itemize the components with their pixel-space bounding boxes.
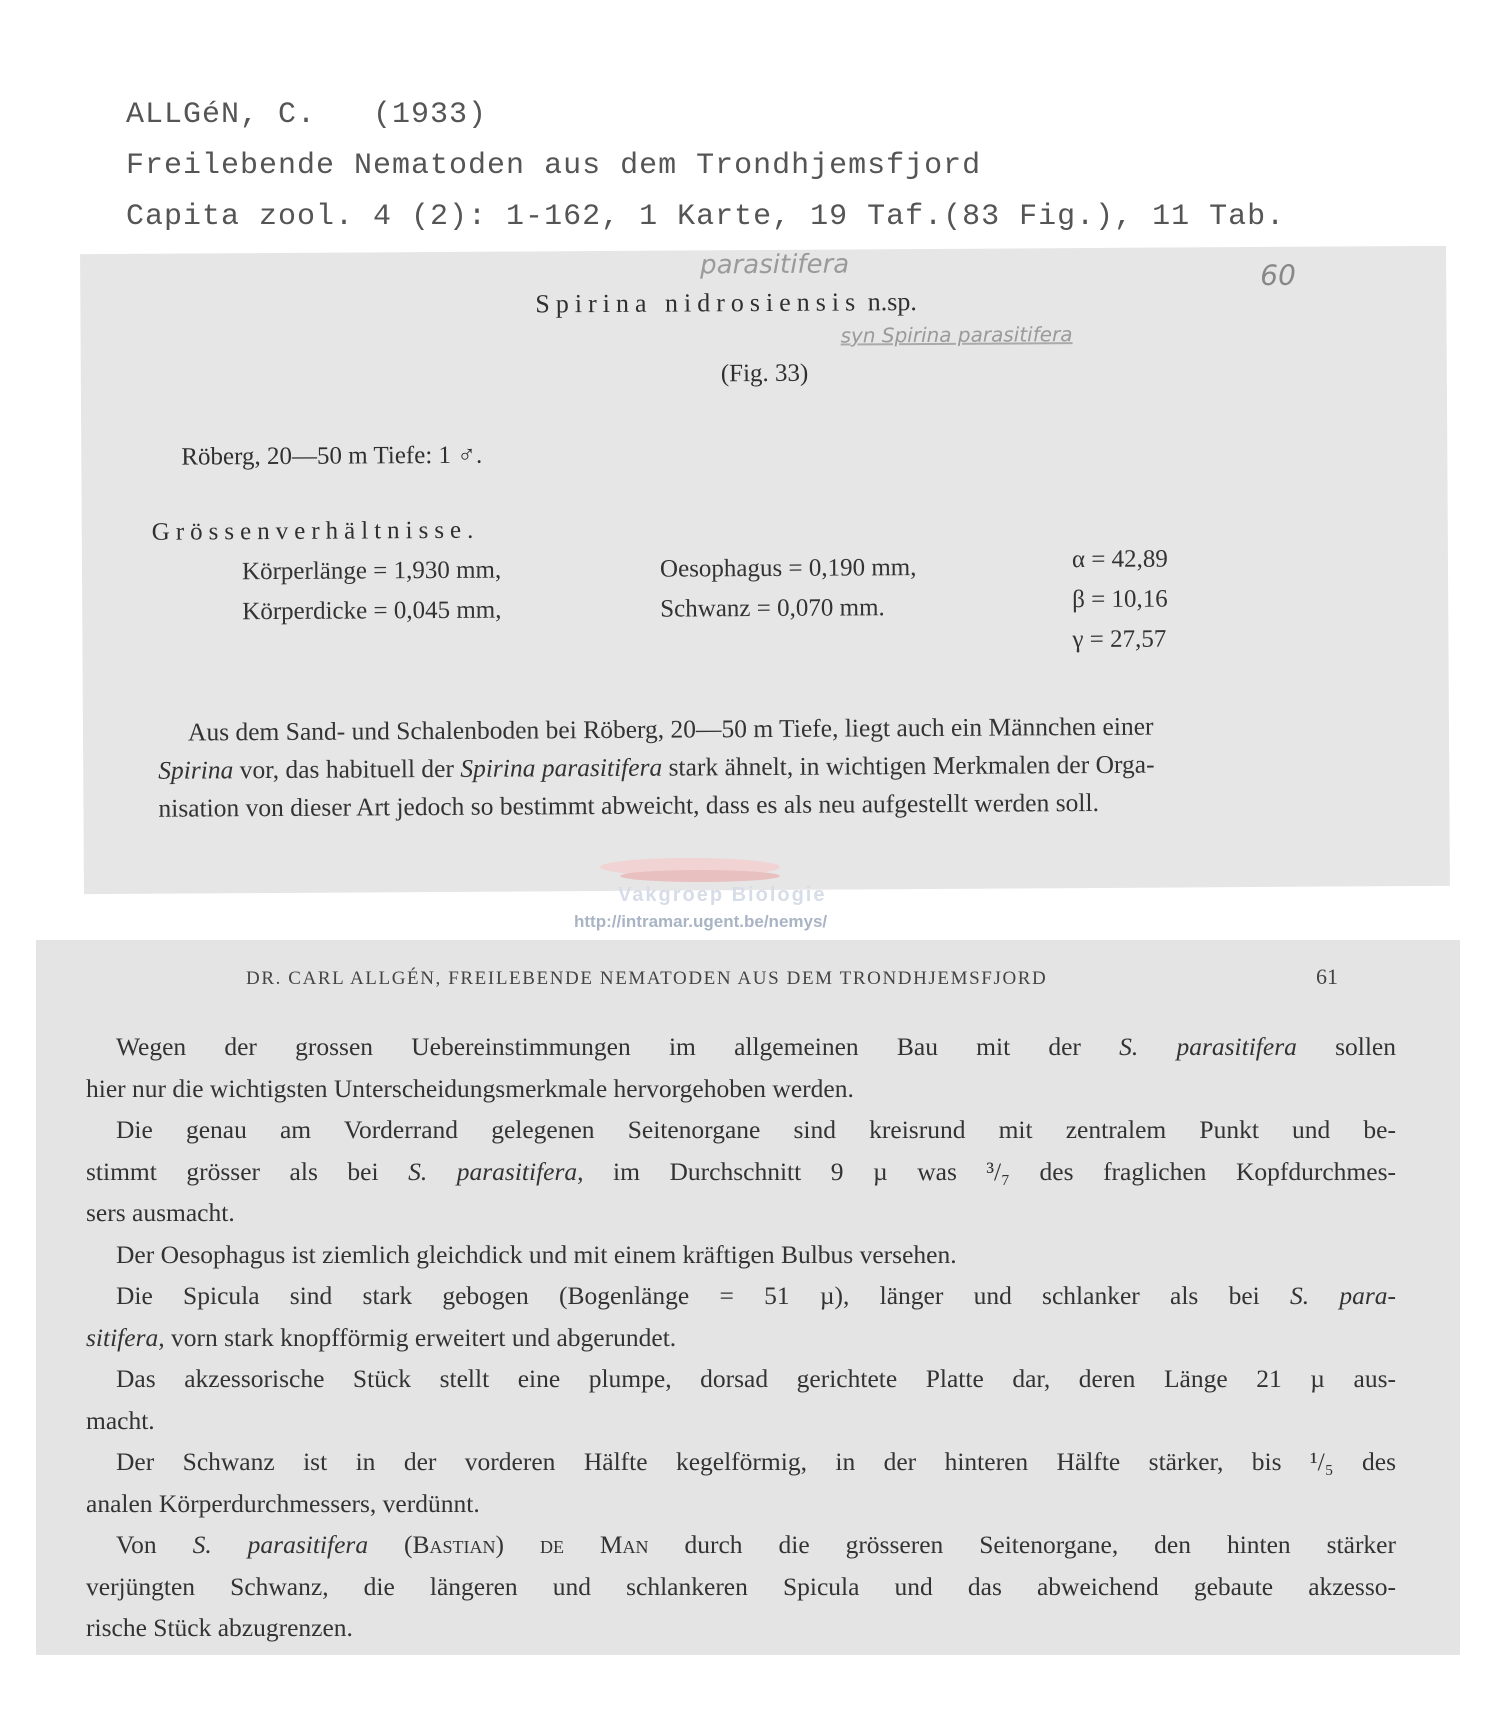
citation-author: ALLGéN, C.	[126, 98, 317, 132]
tail-length: Schwanz = 0,070 mm.	[660, 594, 885, 623]
running-head: DR. CARL ALLGÉN, FREILEBENDE NEMATODEN AUS DEM TRONDHJEMSFJORD	[246, 968, 1048, 989]
body-line: hier nur die wichtigsten Unterscheidungsmerkmale hervorgehoben werden.	[86, 1073, 854, 1103]
species-suffix: n.sp.	[867, 287, 917, 317]
locality: Röberg, 20—50 m Tiefe: 1 ♂.	[181, 441, 483, 471]
watermark-url: http://intramar.ugent.be/nemys/	[574, 912, 828, 931]
section-heading: Grössenverhältnisse.	[151, 516, 480, 546]
ratio-gamma: γ = 27,57	[1072, 625, 1167, 654]
para-line: nisation von dieser Art jedoch so bestimmt abweicht, dass es als neu aufgestellt werden soll.	[158, 787, 1099, 823]
clipping-species-description	[80, 246, 1450, 894]
citation-title: Freilebende Nematoden aus dem Trondhjemsfjord	[126, 149, 982, 183]
species-heading-line	[535, 287, 917, 319]
body-line: stimmt grösser als bei S. parasitifera, im Durchschnitt 9 µ was ³/₇ des fraglichen Kopfdurchmes-	[86, 1156, 1396, 1186]
description-paragraph	[158, 706, 1414, 828]
body-line: Wegen der grossen Uebereinstimmungen im allgemeinen Bau mit der S. parasitifera sollen	[116, 1032, 1397, 1061]
para-line: Spirina vor, das habituell der Spirina parasitifera stark ähnelt, in wichtigen Merkmalen der Orga-	[158, 749, 1155, 785]
handwritten-note-top: parasitifera	[700, 249, 850, 281]
body-line: rische Stück abzugrenzen.	[86, 1613, 353, 1642]
body-length: Körperlänge = 1,930 mm,	[241, 556, 502, 586]
body-line: Der Oesophagus ist ziemlich gleichdick und mit einem kräftigen Bulbus versehen.	[116, 1239, 957, 1269]
clipping-page-61	[36, 940, 1460, 1655]
body-line: verjüngten Schwanz, die längeren und schlankeren Spicula und das abweichend gebaute akzesso-	[86, 1571, 1396, 1601]
watermark-org: Vakgroep Biologie	[618, 884, 827, 906]
body-line: sers ausmacht.	[86, 1198, 235, 1227]
body-line: analen Körperdurchmessers, verdünnt.	[86, 1488, 480, 1518]
body-width: Körperdicke = 0,045 mm,	[242, 596, 502, 626]
figure-reference: (Fig. 33)	[720, 359, 809, 388]
body-line: macht.	[86, 1405, 155, 1435]
body-line: Der Schwanz ist in der vorderen Hälfte kegelförmig, in der hinteren Hälfte stärker, bis ¹/₅ des	[116, 1447, 1396, 1476]
handwritten-page-number: 60	[1260, 258, 1296, 292]
citation-author-line	[126, 98, 487, 132]
oesophagus-length: Oesophagus = 0,190 mm,	[659, 554, 917, 583]
page-body	[86, 1026, 1396, 1649]
page-number: 61	[1316, 964, 1338, 989]
handwritten-synonym: syn Spirina parasitifera	[840, 322, 1073, 348]
species-heading: Spirina nidrosiensis	[535, 287, 862, 319]
body-line: Von S. parasitifera (Bastian) de Man durch die grösseren Seitenorgane, den hinten stärker	[116, 1530, 1396, 1559]
body-line: Das akzessorische Stück stellt eine plumpe, dorsad gerichtete Platte dar, deren Länge 21 µ aus-	[116, 1364, 1396, 1393]
ratio-alpha: α = 42,89	[1071, 545, 1168, 574]
citation-source: Capita zool. 4 (2): 1-162, 1 Karte, 19 Taf.(83 Fig.), 11 Tab.	[126, 200, 1286, 234]
body-line: Die genau am Vorderrand gelegenen Seitenorgane sind kreisrund mit zentralem Punkt und be-	[116, 1115, 1396, 1144]
citation-year: (1933)	[373, 98, 488, 132]
ratio-beta: β = 10,16	[1072, 585, 1168, 614]
para-line: Aus dem Sand- und Schalenboden bei Röberg, 20—50 m Tiefe, liegt auch ein Männchen einer	[187, 711, 1154, 747]
body-line: sitifera, vorn stark knopfförmig erweitert und abgerundet.	[86, 1322, 677, 1352]
body-line: Die Spicula sind stark gebogen (Bogenlänge = 51 µ), länger und schlanker als bei S. para-	[116, 1281, 1396, 1310]
